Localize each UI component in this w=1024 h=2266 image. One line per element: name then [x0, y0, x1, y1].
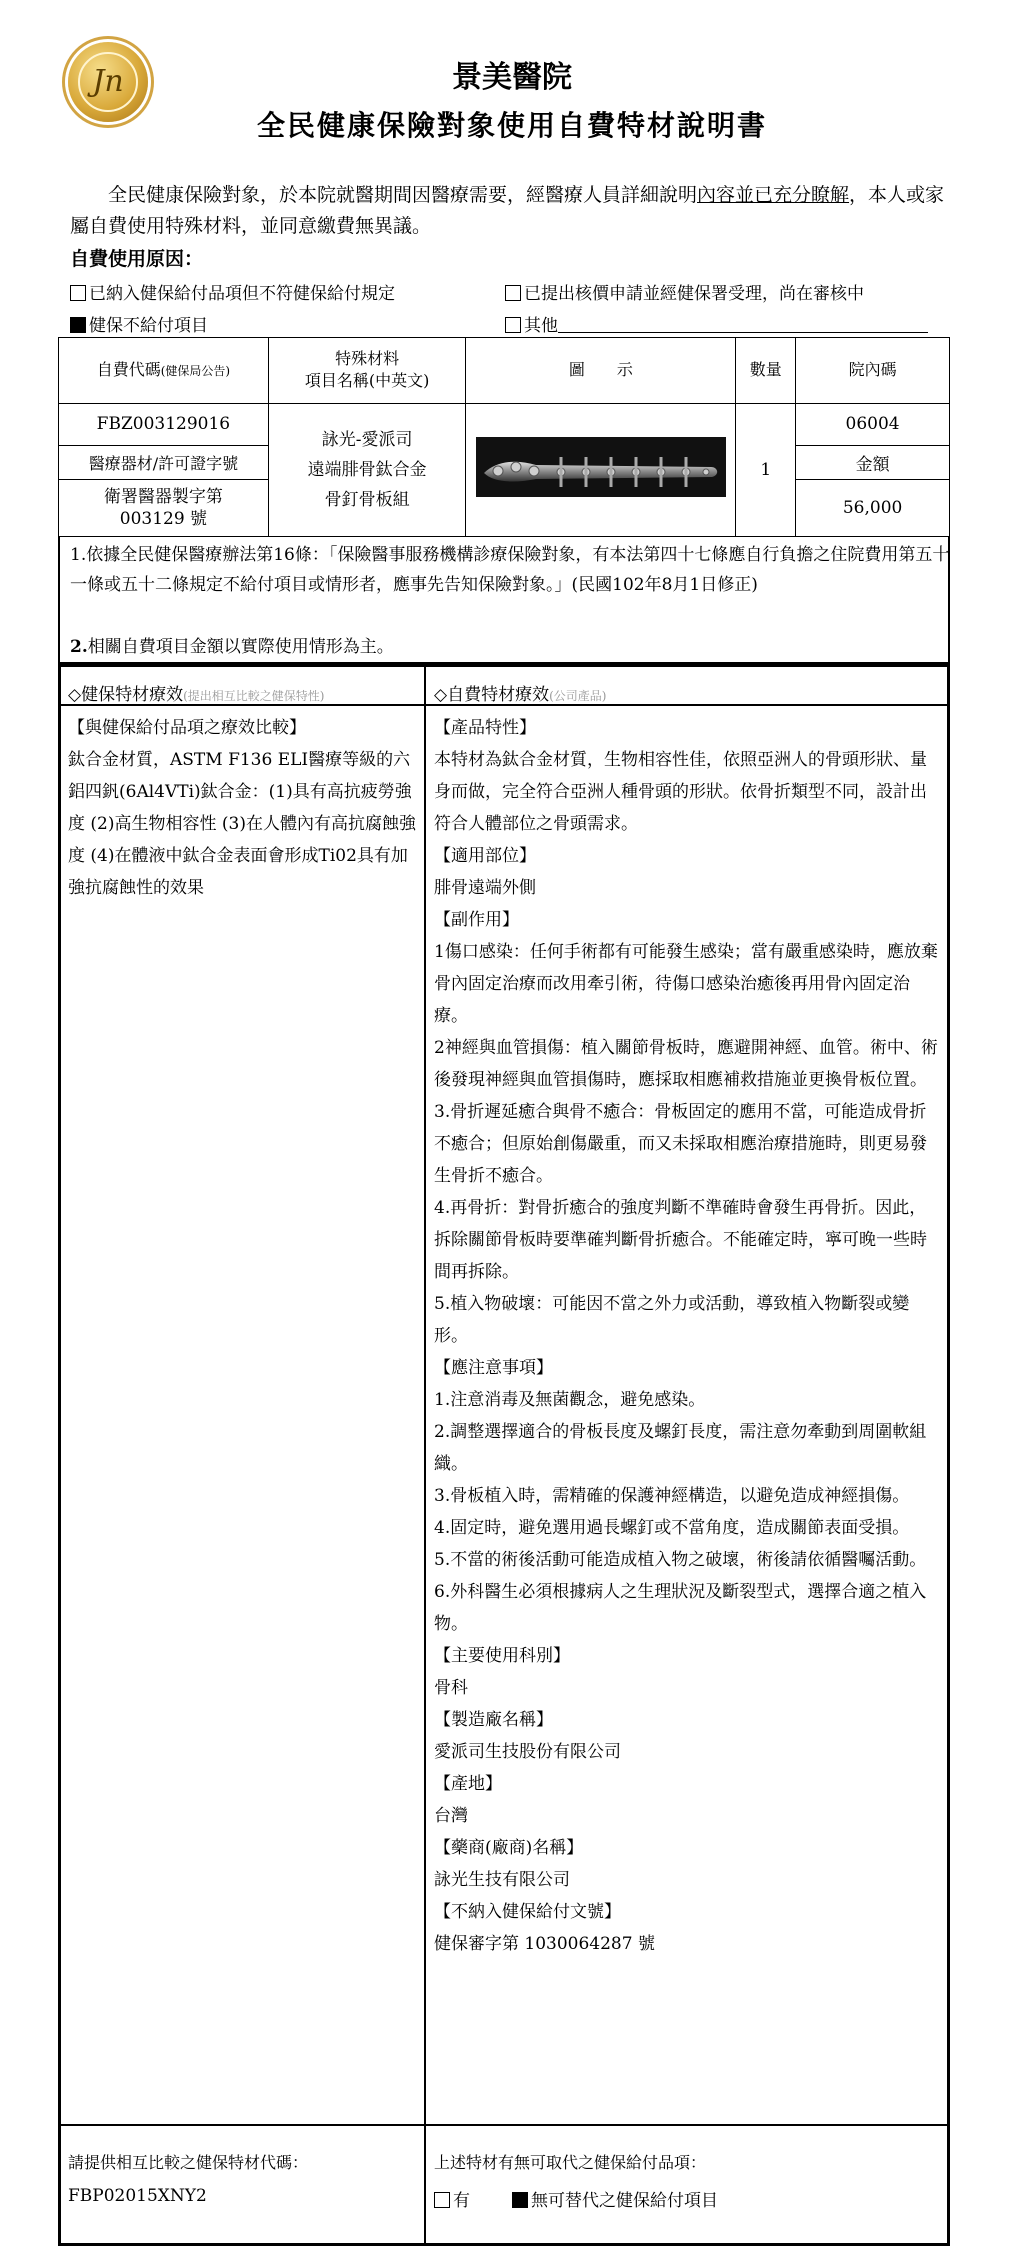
column-divider: [424, 664, 426, 2246]
intro-text-underlined: 內容並已充分瞭解: [697, 184, 850, 206]
right-section-text: 腓骨遠端外側: [434, 878, 536, 898]
intro-text-3: ，本人或家屬自費使用特殊材料，並同意繳費無異議。: [70, 184, 945, 237]
right-section-text: 2神經與血管損傷：植入關節骨板時，應避開神經、血管。術中、術後發現神經與血管損傷時，應採取相應補救措施並更換骨板位置。: [434, 1038, 938, 1090]
right-col-body: [434, 712, 940, 1960]
checkbox-checked[interactable]: [70, 317, 86, 333]
checkbox-checked[interactable]: [512, 2192, 528, 2208]
right-section-text: 骨科: [434, 1678, 468, 1698]
hospital-name: 景美醫院: [452, 60, 572, 95]
document-title: 全民健康保險對象使用自費特材說明書: [256, 109, 767, 142]
left-section-heading: 【與健保給付品項之療效比較】: [68, 718, 306, 738]
right-section-text: 1傷口感染：任何手術都有可能發生感染；當有嚴重感染時，應放棄骨內固定治療而改用牽引術，待傷口感染治癒後再用骨內固定治療。: [434, 942, 938, 1026]
right-section-heading: 【適用部位】: [434, 846, 536, 866]
reason-option-label: 已提出核價申請並經健保署受理，尚在審核中: [524, 284, 864, 304]
right-section-heading: 【副作用】: [434, 910, 519, 930]
item-code: FBZ003129016: [59, 403, 269, 445]
checkbox[interactable]: [70, 285, 86, 301]
right-section-text: 5.不當的術後活動可能造成植入物之破壞，術後請依循醫囑活動。: [434, 1550, 927, 1570]
reason-option-3[interactable]: [70, 311, 208, 336]
right-col-header: ◇自費特材療效(公司產品): [434, 685, 607, 705]
note-1: 1.依據全民健保醫療辦法第16條：「保險醫事服務機構診療保險對象，有本法第四十七條應自行負擔之住院費用第五十一條或五十二條規定不給付項目或情形者，應事先告知保險對象。」(民國102年8月1日修正): [70, 545, 950, 595]
col-header-code: 自費代碼(健保局公告): [59, 338, 269, 404]
intro-text-1: 全民健康保險對象，於本院就醫期間因醫療需要，經醫療人員詳細說明: [108, 184, 698, 206]
right-section-text: 4.固定時，避免選用過長螺釘或不當角度，造成關節表面受損。: [434, 1518, 910, 1538]
left-footer-code: FBP02015XNY2: [68, 2186, 207, 2206]
intro-paragraph: [70, 180, 950, 242]
reasons-heading: 自費使用原因：: [70, 248, 204, 270]
right-section-heading: 【主要使用科別】: [434, 1646, 570, 1666]
right-section-text: 6.外科醫生必須根據病人之生理狀況及斷裂型式，選擇合適之植入物。: [434, 1582, 927, 1634]
right-section-text: 詠光生技有限公司: [434, 1870, 570, 1890]
item-table: [58, 337, 950, 537]
left-footer-label: 請提供相互比較之健保特材代碼：: [68, 2153, 309, 2172]
right-section-heading: 【產地】: [434, 1774, 502, 1794]
other-blank-line: [558, 318, 928, 333]
item-image-cell: [466, 403, 736, 536]
right-section-heading: 【製造廠名稱】: [434, 1710, 553, 1730]
bone-plate-image: [476, 437, 726, 497]
right-section-text: 本特材為鈦合金材質，生物相容性佳，依照亞洲人的骨頭形狀、量身而做，完全符合亞洲人種骨頭的形狀。依骨折類型不同，設計出符合人體部位之骨頭需求。: [434, 750, 927, 834]
col-header-image: 圖 示: [466, 338, 736, 404]
reason-option-label: 其他: [524, 316, 558, 336]
reason-option-label: 健保不給付項目: [89, 316, 208, 336]
reason-option-label: 已納入健保給付品項但不符健保給付規定: [89, 284, 395, 304]
note-2: 2.相關自費項目金額以實際使用情形為主。: [70, 637, 394, 657]
right-footer-label: 上述特材有無可取代之健保給付品項：: [434, 2153, 707, 2172]
right-section-text: 愛派司生技股份有限公司: [434, 1742, 621, 1762]
right-section-text: 3.骨折遲延癒合與骨不癒合：骨板固定的應用不當，可能造成骨折不癒合；但原始創傷嚴重，而又未採取相應治療措施時，則更易發生骨折不癒合。: [434, 1102, 927, 1186]
right-section-text: 2.調整選擇適合的骨板長度及螺釘長度，需注意勿牽動到周圍軟組織。: [434, 1422, 927, 1474]
left-col-header: ◇健保特材療效(提出相互比較之健保特性): [68, 685, 325, 705]
reason-option-2[interactable]: [505, 279, 864, 304]
reason-option-4[interactable]: [505, 311, 928, 336]
item-hospital-code: 06004: [796, 403, 950, 445]
device-license-label: 醫療器材/許可證字號: [59, 445, 269, 479]
col-header-qty: 數量: [736, 338, 796, 404]
right-section-text: 5.植入物破壞：可能因不當之外力或活動，導致植入物斷裂或變形。: [434, 1294, 910, 1346]
right-section-text: 4.再骨折：對骨折癒合的強度判斷不準確時會發生再骨折。因此，拆除關節骨板時要準確判斷骨折癒合。不能確定時，寧可晚一些時間再拆除。: [434, 1198, 927, 1282]
checkbox[interactable]: [505, 285, 521, 301]
option-no-substitute[interactable]: 無可替代之健保給付項目: [512, 2186, 718, 2211]
right-section-heading: 【應注意事項】: [434, 1358, 553, 1378]
license-number: 衛署醫器製字第 003129 號: [59, 479, 269, 536]
item-amount: 56,000: [796, 479, 950, 536]
left-section-text: 鈦合金材質，ASTM F136 ELI醫療等級的六鋁四釩(6Al4VTi)鈦合金：(1)具有高抗疲勞強度 (2)高生物相容性 (3)在人體內有高抗腐蝕強度 (4)在體液中鈦合金表面會形成Ti02具有加強抗腐蝕性的效果: [68, 750, 416, 898]
col-header-hospital-code: 院內碼: [796, 338, 950, 404]
right-section-text: 健保審字第 1030064287 號: [434, 1934, 655, 1954]
left-col-body: [68, 712, 416, 904]
col-header-name: 特殊材料 項目名稱(中英文): [268, 338, 466, 404]
checkbox[interactable]: [434, 2192, 450, 2208]
right-section-heading: 【藥商(廠商)名稱】: [434, 1838, 584, 1858]
checkbox[interactable]: [505, 317, 521, 333]
right-section-text: 1.注意消毒及無菌觀念，避免感染。: [434, 1390, 706, 1410]
reason-option-1[interactable]: [70, 279, 395, 304]
right-section-text: 台灣: [434, 1806, 468, 1826]
amount-label: 金額: [796, 445, 950, 479]
footer-divider: [58, 2124, 950, 2126]
right-section-text: 3.骨板植入時，需精確的保護神經構造，以避免造成神經損傷。: [434, 1486, 910, 1506]
option-yes[interactable]: 有: [434, 2186, 470, 2211]
item-name: 詠光-愛派司 遠端腓骨鈦合金 骨釘骨板組: [268, 403, 466, 536]
right-section-heading: 【產品特性】: [434, 718, 536, 738]
item-quantity: 1: [736, 403, 796, 536]
logo-monogram: Jn: [78, 52, 138, 112]
right-section-heading: 【不納入健保給付文號】: [434, 1902, 621, 1922]
